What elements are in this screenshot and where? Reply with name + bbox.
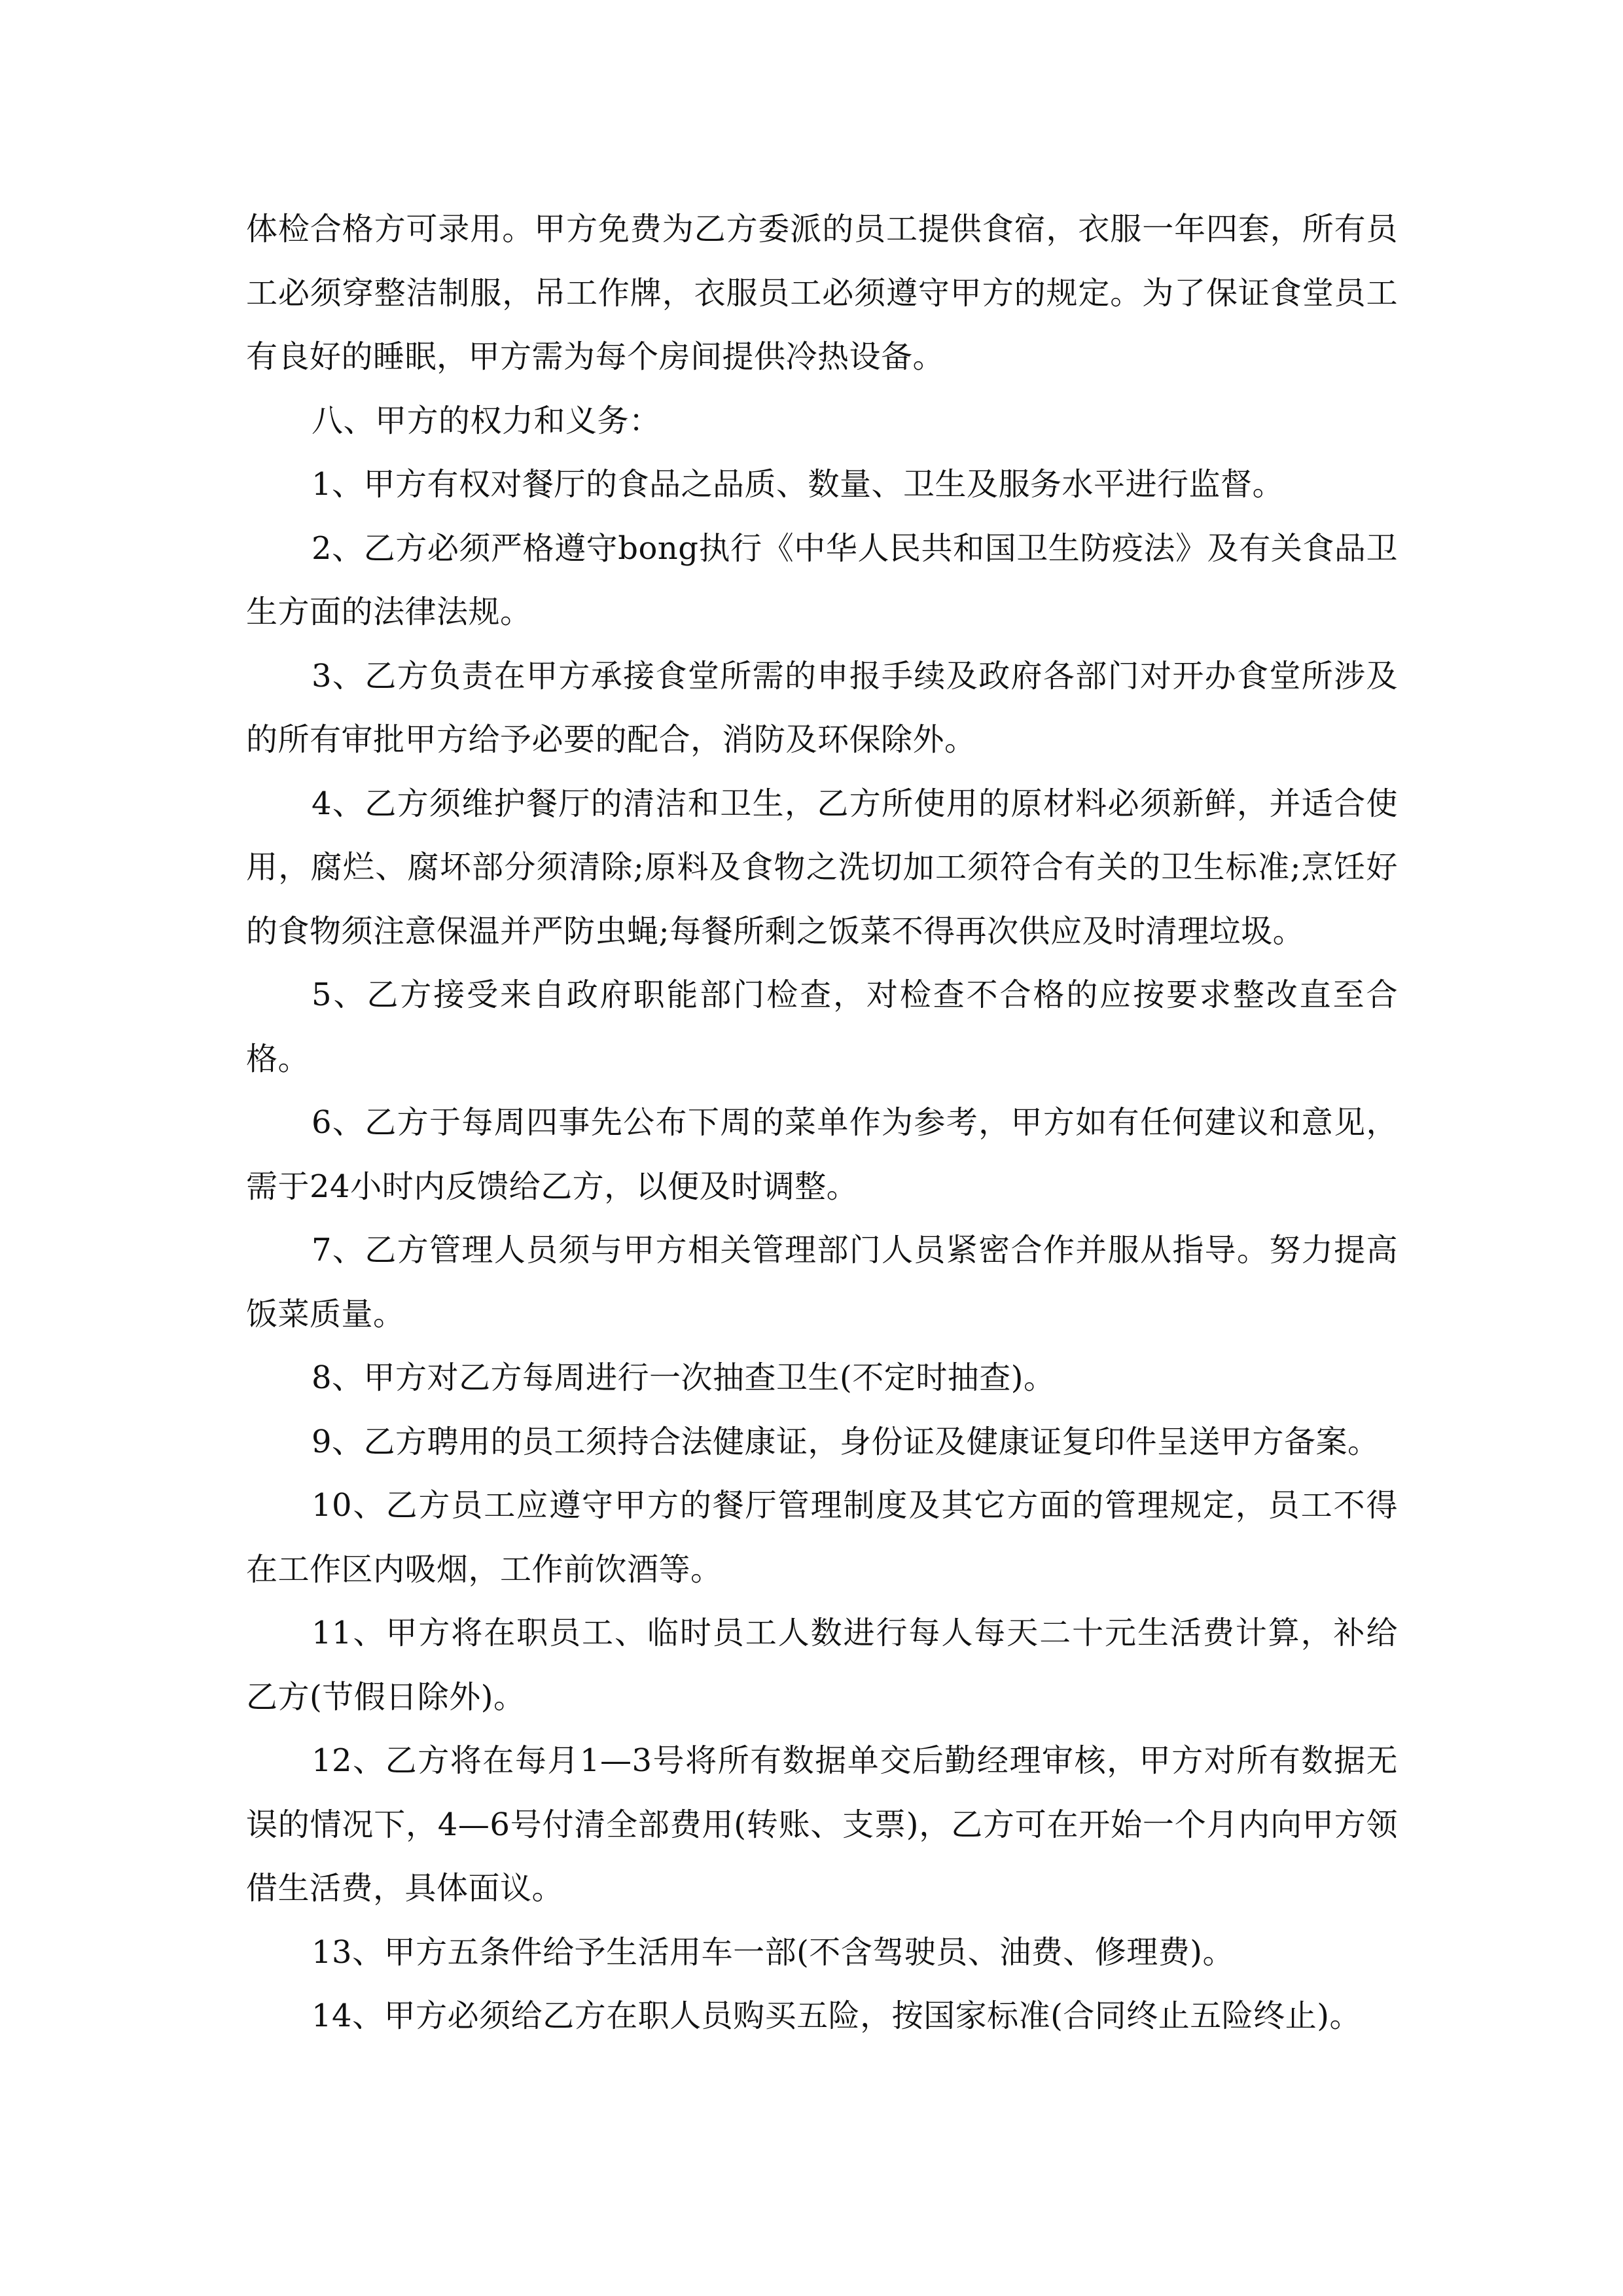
- clause-6: 6、乙方于每周四事先公布下周的菜单作为参考，甲方如有任何建议和意见，需于24小时内反馈给乙方，以便及时调整。: [246, 1104, 1398, 1205]
- clause-13: 13、甲方五条件给予生活用车一部(不含驾驶员、油费、修理费)。: [312, 1933, 1235, 1971]
- clause-12: 12、乙方将在每月1—3号将所有数据单交后勤经理审核，甲方对所有数据无误的情况下，4—6号付清全部费用(转账、支票)，乙方可在开始一个月内向甲方领借生活费，具体面议。: [246, 1742, 1398, 1907]
- clause-2: 2、乙方必须严格遵守bong执行《中华人民共和国卫生防疫法》及有关食品卫生方面的法律法规。: [246, 529, 1398, 630]
- section-heading-party-a-rights: 八、甲方的权力和义务：: [312, 402, 661, 439]
- contract-text-body: [246, 198, 1398, 2049]
- clause-3: 3、乙方负责在甲方承接食堂所需的申报手续及政府各部门对开办食堂所涉及的所有审批甲方给予必要的配合，消防及环保除外。: [246, 657, 1398, 758]
- clause-4: 4、乙方须维护餐厅的清洁和卫生，乙方所使用的原材料必须新鲜，并适合使用，腐烂、腐坏部分须清除;原料及食物之洗切加工须符合有关的卫生标准;烹饪好的食物须注意保温并严防虫蝇;每餐所剩之饭菜不得再次供应及时清理垃圾。: [246, 785, 1398, 950]
- clause-9: 9、乙方聘用的员工须持合法健康证，身份证及健康证复印件呈送甲方备案。: [312, 1423, 1380, 1460]
- clause-14: 14、甲方必须给乙方在职人员购买五险，按国家标准(合同终止五险终止)。: [312, 1998, 1362, 2034]
- clause-7: 7、乙方管理人员须与甲方相关管理部门人员紧密合作并服从指导。努力提高饭菜质量。: [246, 1232, 1398, 1333]
- clause-1: 1、甲方有权对餐厅的食品之品质、数量、卫生及服务水平进行监督。: [312, 466, 1285, 503]
- paragraph-continuation: 体检合格方可录用。甲方免费为乙方委派的员工提供食宿，衣服一年四套，所有员工必须穿整洁制服，吊工作牌，衣服员工必须遵守甲方的规定。为了保证食堂员工有良好的睡眠，甲方需为每个房间提供冷热设备。: [246, 211, 1398, 375]
- clause-5: 5、乙方接受来自政府职能部门检查，对检查不合格的应按要求整改直至合格。: [246, 977, 1398, 1077]
- clause-8: 8、甲方对乙方每周进行一次抽查卫生(不定时抽查)。: [312, 1359, 1056, 1396]
- clause-11: 11、甲方将在职员工、临时员工人数进行每人每天二十元生活费计算，补给乙方(节假日除外)。: [246, 1615, 1398, 1715]
- clause-10: 10、乙方员工应遵守甲方的餐厅管理制度及其它方面的管理规定，员工不得在工作区内吸烟，工作前饮酒等。: [246, 1487, 1398, 1588]
